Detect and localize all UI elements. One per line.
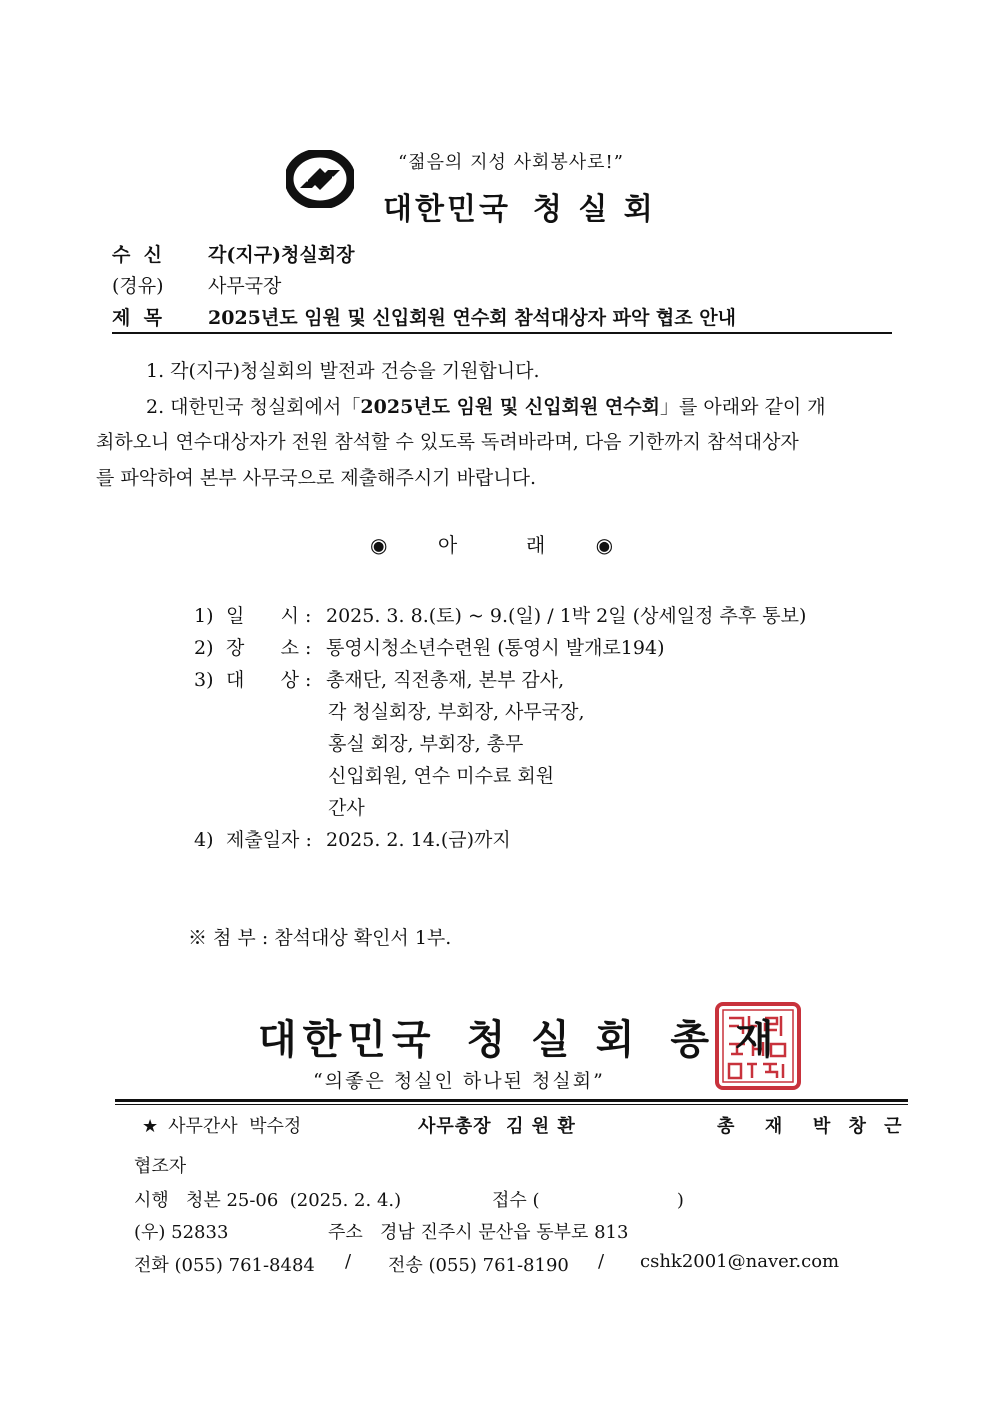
footer-divider — [115, 1099, 908, 1105]
paragraph-2-line-2: 최하오니 연수대상자가 전원 참석할 수 있도록 독려바라며, 다음 기한까지 참석대상자 — [96, 431, 799, 453]
item-number: 4) — [194, 829, 214, 851]
cooperator-label: 협조자 — [134, 1156, 187, 1177]
recipient-value: 각(지구)청실회장 — [208, 244, 355, 266]
paragraph-2-text: 」를 아래와 같이 개 — [660, 396, 826, 418]
paragraph-2-line-3: 를 파악하여 본부 사무국으로 제출해주시기 바랍니다. — [96, 467, 537, 489]
email[interactable]: cshk2001@naver.com — [640, 1251, 840, 1272]
item-label: 제출일자 : — [226, 829, 312, 851]
staff-signature — [142, 1112, 301, 1138]
notice-heading — [370, 529, 615, 558]
zip-code: (우) 52833 — [134, 1222, 229, 1243]
recipient-label: 수 신 — [112, 244, 162, 266]
recipient-row — [112, 240, 354, 267]
subject-value: 2025년도 임원 및 신입회원 연수회 참석대상자 파악 협조 안내 — [208, 307, 736, 329]
phone: 전화 (055) 761-8484 — [134, 1255, 315, 1276]
item-deadline — [194, 825, 511, 852]
issuer-part: 청 실 회 — [466, 1016, 641, 1063]
paragraph-1: 1. 각(지구)청실회의 발전과 건승을 기원합니다. — [146, 360, 540, 382]
org-name-part: 대한민국 — [383, 192, 511, 227]
paragraph-2-line-1 — [146, 392, 898, 419]
notice-text: 아 래 — [437, 533, 548, 557]
item-label: 장 소 : — [226, 637, 312, 659]
star-icon: ★ — [142, 1116, 159, 1137]
item-number: 3) — [194, 669, 214, 691]
issuer-title — [258, 1008, 780, 1065]
target-line: 각 청실회장, 부회장, 사무국장, — [328, 701, 585, 723]
secretary-signature: 사무총장 김 원 환 — [418, 1116, 576, 1137]
bullet-icon: ◉ — [595, 533, 616, 557]
subject-row — [112, 303, 736, 330]
item-value: 통영시청소년수련원 (통영시 발개로194) — [326, 637, 665, 659]
separator: / — [345, 1251, 352, 1272]
item-number: 1) — [194, 605, 214, 627]
item-place — [194, 633, 664, 660]
item-value: 2025. 3. 8.(토) ~ 9.(일) / 1박 2일 (상세일정 추후 통보) — [326, 605, 807, 627]
item-label: 대 상 : — [226, 669, 312, 691]
item-target — [194, 665, 564, 692]
via-row — [112, 271, 281, 298]
item-value: 2025. 2. 14.(금)까지 — [326, 829, 511, 851]
staff-name: 사무간사 박수정 — [168, 1116, 302, 1137]
via-label: (경유) — [112, 275, 164, 297]
target-line: 신입회원, 연수 미수료 회원 — [328, 765, 555, 787]
fax: 전송 (055) 761-8190 — [388, 1255, 569, 1276]
enforcement-info: 시행 청본 25-06 (2025. 2. 4.) — [134, 1190, 402, 1211]
item-number: 2) — [194, 637, 214, 659]
motto: “의좋은 청실인 하나된 청실회” — [313, 1070, 605, 1092]
organization-logo — [286, 150, 354, 208]
paragraph-2-text: 2. 대한민국 청실회에서「 — [146, 396, 361, 418]
separator: / — [598, 1251, 605, 1272]
org-name-part: 청 실 회 — [532, 192, 656, 227]
event-name: 2025년도 임원 및 신입회원 연수회 — [360, 396, 660, 418]
target-line: 홍실 회장, 부회장, 총무 — [328, 733, 524, 755]
receipt-info: 접수 ( ) — [492, 1190, 684, 1211]
issuer-part: 총 재 — [670, 1016, 780, 1063]
header-divider — [112, 332, 892, 334]
address: 주소 경남 진주시 문산읍 동부로 813 — [328, 1222, 629, 1243]
item-date — [194, 601, 806, 628]
bullet-icon: ◉ — [370, 533, 390, 557]
president-signature: 총 재 박 창 근 — [717, 1116, 908, 1137]
item-value: 총재단, 직전총재, 본부 감사, — [326, 669, 565, 691]
slogan: “젊음의 지성 사회봉사로!” — [398, 152, 624, 173]
attachment-note: ※ 첨 부 : 참석대상 확인서 1부. — [188, 927, 452, 949]
subject-label: 제 목 — [112, 307, 162, 329]
item-label: 일 시 : — [226, 605, 312, 627]
issuer-part: 대한민국 — [258, 1016, 437, 1063]
via-value: 사무국장 — [208, 275, 282, 297]
target-line: 간사 — [328, 797, 365, 819]
organization-name — [383, 184, 656, 228]
